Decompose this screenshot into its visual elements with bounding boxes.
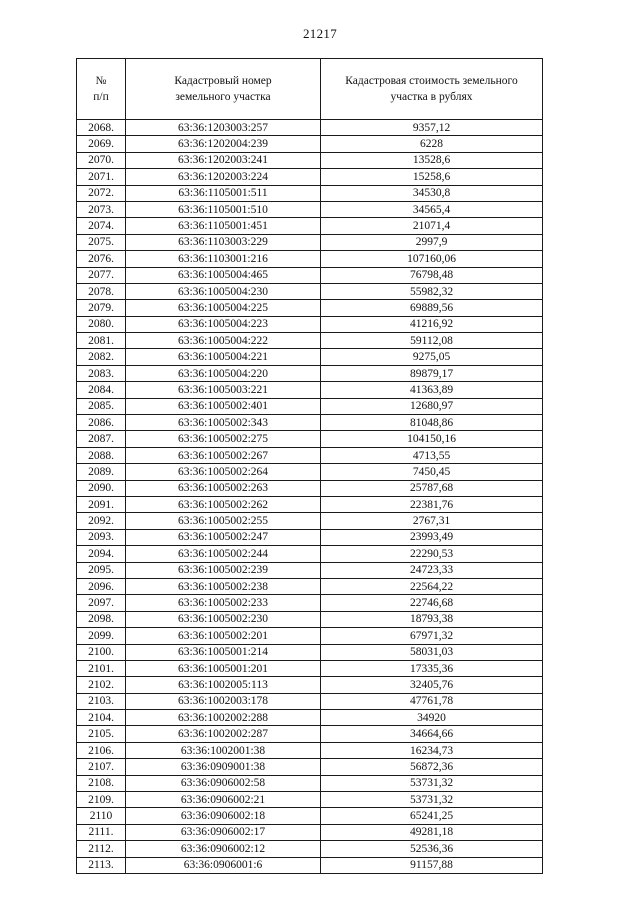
cadastral-number-cell: 63:36:1005002:239 [126, 562, 321, 578]
row-number-cell: 2100. [77, 644, 126, 660]
row-number-cell: 2104. [77, 710, 126, 726]
row-number-cell: 2083. [77, 365, 126, 381]
table-row [77, 431, 543, 447]
cadastral-number-cell: 63:36:1202003:241 [126, 152, 321, 168]
table-row [77, 169, 543, 185]
row-number-cell: 2077. [77, 267, 126, 283]
cadastral-number-cell: 63:36:1002002:288 [126, 710, 321, 726]
cadastral-number-cell: 63:36:1005004:465 [126, 267, 321, 283]
table-row [77, 283, 543, 299]
row-number-cell: 2092. [77, 513, 126, 529]
cadastral-number-cell: 63:36:1103003:229 [126, 234, 321, 250]
cadastral-value-cell: 49281,18 [321, 824, 543, 840]
cadastral-number-cell: 63:36:1202004:239 [126, 136, 321, 152]
table-row [77, 529, 543, 545]
cadastral-value-cell: 34565,4 [321, 201, 543, 217]
cadastral-value-table [76, 58, 543, 874]
table-row [77, 578, 543, 594]
row-number-cell: 2086. [77, 415, 126, 431]
header-cadastral-value-line-2: участка в рублях [390, 91, 473, 103]
cadastral-value-cell: 56872,36 [321, 759, 543, 775]
row-number-cell: 2097. [77, 595, 126, 611]
row-number-cell: 2090. [77, 480, 126, 496]
row-number-cell: 2068. [77, 120, 126, 136]
table-header [77, 59, 543, 120]
row-number-cell: 2074. [77, 218, 126, 234]
cadastral-value-cell: 22290,53 [321, 546, 543, 562]
table-row [77, 759, 543, 775]
cadastral-number-cell: 63:36:1002001:38 [126, 742, 321, 758]
cadastral-value-cell: 41363,89 [321, 382, 543, 398]
cadastral-number-cell: 63:36:1005002:401 [126, 398, 321, 414]
table-row [77, 628, 543, 644]
table-row [77, 611, 543, 627]
row-number-cell: 2105. [77, 726, 126, 742]
cadastral-number-cell: 63:36:1005002:275 [126, 431, 321, 447]
cadastral-number-cell: 63:36:0906002:18 [126, 808, 321, 824]
row-number-cell: 2078. [77, 283, 126, 299]
table-row [77, 693, 543, 709]
table-row [77, 775, 543, 791]
row-number-cell: 2091. [77, 496, 126, 512]
table-row [77, 710, 543, 726]
cadastral-number-cell: 63:36:1002002:287 [126, 726, 321, 742]
header-row-number-line-2: п/п [93, 91, 109, 103]
cadastral-number-cell: 63:36:1005002:263 [126, 480, 321, 496]
row-number-cell: 2098. [77, 611, 126, 627]
cadastral-number-cell: 63:36:1005002:255 [126, 513, 321, 529]
cadastral-value-cell: 55982,32 [321, 283, 543, 299]
row-number-cell: 2113. [77, 857, 126, 873]
cadastral-value-cell: 15258,6 [321, 169, 543, 185]
cadastral-value-cell: 7450,45 [321, 464, 543, 480]
row-number-cell: 2073. [77, 201, 126, 217]
cadastral-value-cell: 22564,22 [321, 578, 543, 594]
table-row [77, 382, 543, 398]
table-row [77, 841, 543, 857]
cadastral-value-cell: 16234,73 [321, 742, 543, 758]
cadastral-value-cell: 47761,78 [321, 693, 543, 709]
cadastral-number-cell: 63:36:1005002:267 [126, 447, 321, 463]
cadastral-number-cell: 63:36:1203003:257 [126, 120, 321, 136]
header-row-number-line-1: № [95, 75, 107, 87]
row-number-cell: 2080. [77, 316, 126, 332]
cadastral-value-cell: 107160,06 [321, 251, 543, 267]
cadastral-value-cell: 53731,32 [321, 775, 543, 791]
header-cadastral-number [126, 59, 321, 120]
cadastral-number-cell: 63:36:0906002:21 [126, 792, 321, 808]
table-row [77, 185, 543, 201]
cadastral-value-cell: 52536,36 [321, 841, 543, 857]
cadastral-value-cell: 34530,8 [321, 185, 543, 201]
cadastral-value-cell: 18793,38 [321, 611, 543, 627]
row-number-cell: 2071. [77, 169, 126, 185]
cadastral-value-cell: 67971,32 [321, 628, 543, 644]
table-row [77, 234, 543, 250]
table-row [77, 464, 543, 480]
row-number-cell: 2108. [77, 775, 126, 791]
row-number-cell: 2107. [77, 759, 126, 775]
cadastral-number-cell: 63:36:1005002:343 [126, 415, 321, 431]
cadastral-value-cell: 91157,88 [321, 857, 543, 873]
header-cadastral-number-line-1: Кадастровый номер [174, 75, 272, 87]
row-number-cell: 2076. [77, 251, 126, 267]
table-row [77, 300, 543, 316]
table-row [77, 513, 543, 529]
row-number-cell: 2102. [77, 677, 126, 693]
cadastral-value-cell: 22381,76 [321, 496, 543, 512]
cadastral-number-cell: 63:36:1105001:510 [126, 201, 321, 217]
row-number-cell: 2075. [77, 234, 126, 250]
row-number-cell: 2112. [77, 841, 126, 857]
cadastral-value-cell: 21071,4 [321, 218, 543, 234]
cadastral-number-cell: 63:36:1005002:201 [126, 628, 321, 644]
header-cadastral-value-line-1: Кадастровая стоимость земельного [345, 75, 518, 87]
cadastral-number-cell: 63:36:1005004:230 [126, 283, 321, 299]
row-number-cell: 2069. [77, 136, 126, 152]
table-row [77, 365, 543, 381]
cadastral-value-cell: 9275,05 [321, 349, 543, 365]
table-row [77, 726, 543, 742]
cadastral-number-cell: 63:36:1005004:222 [126, 333, 321, 349]
header-row-number [77, 59, 126, 120]
table-row [77, 251, 543, 267]
table-row [77, 808, 543, 824]
table-row [77, 824, 543, 840]
table-row [77, 660, 543, 676]
table-row [77, 267, 543, 283]
cadastral-value-cell: 6228 [321, 136, 543, 152]
cadastral-value-cell: 59112,08 [321, 333, 543, 349]
row-number-cell: 2093. [77, 529, 126, 545]
header-cadastral-value [321, 59, 543, 120]
cadastral-number-cell: 63:36:1105001:451 [126, 218, 321, 234]
cadastral-number-cell: 63:36:1002005:113 [126, 677, 321, 693]
cadastral-value-cell: 76798,48 [321, 267, 543, 283]
row-number-cell: 2106. [77, 742, 126, 758]
table-row [77, 546, 543, 562]
cadastral-number-cell: 63:36:1005004:221 [126, 349, 321, 365]
row-number-cell: 2070. [77, 152, 126, 168]
cadastral-number-cell: 63:36:1005002:230 [126, 611, 321, 627]
cadastral-number-cell: 63:36:1005002:233 [126, 595, 321, 611]
cadastral-number-cell: 63:36:1005002:264 [126, 464, 321, 480]
cadastral-number-cell: 63:36:1005004:225 [126, 300, 321, 316]
cadastral-value-cell: 25787,68 [321, 480, 543, 496]
table-row [77, 480, 543, 496]
table-row [77, 644, 543, 660]
cadastral-number-cell: 63:36:1002003:178 [126, 693, 321, 709]
cadastral-number-cell: 63:36:1005002:262 [126, 496, 321, 512]
table-row [77, 398, 543, 414]
table-row [77, 218, 543, 234]
cadastral-value-cell: 2767,31 [321, 513, 543, 529]
cadastral-value-cell: 41216,92 [321, 316, 543, 332]
table-row [77, 349, 543, 365]
row-number-cell: 2111. [77, 824, 126, 840]
cadastral-value-cell: 32405,76 [321, 677, 543, 693]
table-row [77, 447, 543, 463]
table-row [77, 562, 543, 578]
cadastral-number-cell: 63:36:0906002:17 [126, 824, 321, 840]
cadastral-value-cell: 65241,25 [321, 808, 543, 824]
cadastral-value-cell: 22746,68 [321, 595, 543, 611]
page-number: 21217 [303, 26, 337, 41]
cadastral-number-cell: 63:36:0906002:12 [126, 841, 321, 857]
table-row [77, 415, 543, 431]
cadastral-number-cell: 63:36:1005004:220 [126, 365, 321, 381]
table-row [77, 742, 543, 758]
row-number-cell: 2088. [77, 447, 126, 463]
row-number-cell: 2072. [77, 185, 126, 201]
row-number-cell: 2099. [77, 628, 126, 644]
table-row [77, 496, 543, 512]
cadastral-number-cell: 63:36:0906002:58 [126, 775, 321, 791]
cadastral-value-cell: 9357,12 [321, 120, 543, 136]
table-row [77, 677, 543, 693]
table-row [77, 120, 543, 136]
cadastral-value-cell: 81048,86 [321, 415, 543, 431]
cadastral-number-cell: 63:36:1005002:247 [126, 529, 321, 545]
cadastral-value-cell: 13528,6 [321, 152, 543, 168]
cadastral-number-cell: 63:36:1005003:221 [126, 382, 321, 398]
table-body [77, 120, 543, 874]
cadastral-value-cell: 104150,16 [321, 431, 543, 447]
cadastral-value-cell: 58031,03 [321, 644, 543, 660]
row-number-cell: 2085. [77, 398, 126, 414]
row-number-cell: 2103. [77, 693, 126, 709]
row-number-cell: 2096. [77, 578, 126, 594]
cadastral-number-cell: 63:36:1103001:216 [126, 251, 321, 267]
cadastral-value-cell: 4713,55 [321, 447, 543, 463]
table-row [77, 595, 543, 611]
cadastral-number-cell: 63:36:0906001:6 [126, 857, 321, 873]
header-cadastral-number-line-2: земельного участка [175, 91, 271, 103]
cadastral-number-cell: 63:36:1202003:224 [126, 169, 321, 185]
row-number-cell: 2087. [77, 431, 126, 447]
cadastral-number-cell: 63:36:1105001:511 [126, 185, 321, 201]
cadastral-value-cell: 12680,97 [321, 398, 543, 414]
cadastral-number-cell: 63:36:1005001:214 [126, 644, 321, 660]
cadastral-value-cell: 34920 [321, 710, 543, 726]
cadastral-value-cell: 24723,33 [321, 562, 543, 578]
row-number-cell: 2081. [77, 333, 126, 349]
cadastral-value-cell: 34664,66 [321, 726, 543, 742]
table-row [77, 792, 543, 808]
row-number-cell: 2109. [77, 792, 126, 808]
cadastral-value-cell: 69889,56 [321, 300, 543, 316]
table-header-row [77, 59, 543, 120]
row-number-cell: 2079. [77, 300, 126, 316]
row-number-cell: 2082. [77, 349, 126, 365]
cadastral-number-cell: 63:36:1005002:244 [126, 546, 321, 562]
cadastral-value-cell: 23993,49 [321, 529, 543, 545]
table-row [77, 857, 543, 873]
cadastral-number-cell: 63:36:1005004:223 [126, 316, 321, 332]
row-number-cell: 2101. [77, 660, 126, 676]
row-number-cell: 2089. [77, 464, 126, 480]
table-row [77, 136, 543, 152]
table-row [77, 152, 543, 168]
cadastral-number-cell: 63:36:1005001:201 [126, 660, 321, 676]
table-row [77, 333, 543, 349]
cadastral-value-cell: 53731,32 [321, 792, 543, 808]
row-number-cell: 2094. [77, 546, 126, 562]
cadastral-value-cell: 89879,17 [321, 365, 543, 381]
table-row [77, 316, 543, 332]
row-number-cell: 2095. [77, 562, 126, 578]
row-number-cell: 2084. [77, 382, 126, 398]
cadastral-number-cell: 63:36:1005002:238 [126, 578, 321, 594]
cadastral-value-cell: 2997,9 [321, 234, 543, 250]
table-row [77, 201, 543, 217]
cadastral-number-cell: 63:36:0909001:38 [126, 759, 321, 775]
row-number-cell: 2110 [77, 808, 126, 824]
cadastral-value-cell: 17335,36 [321, 660, 543, 676]
